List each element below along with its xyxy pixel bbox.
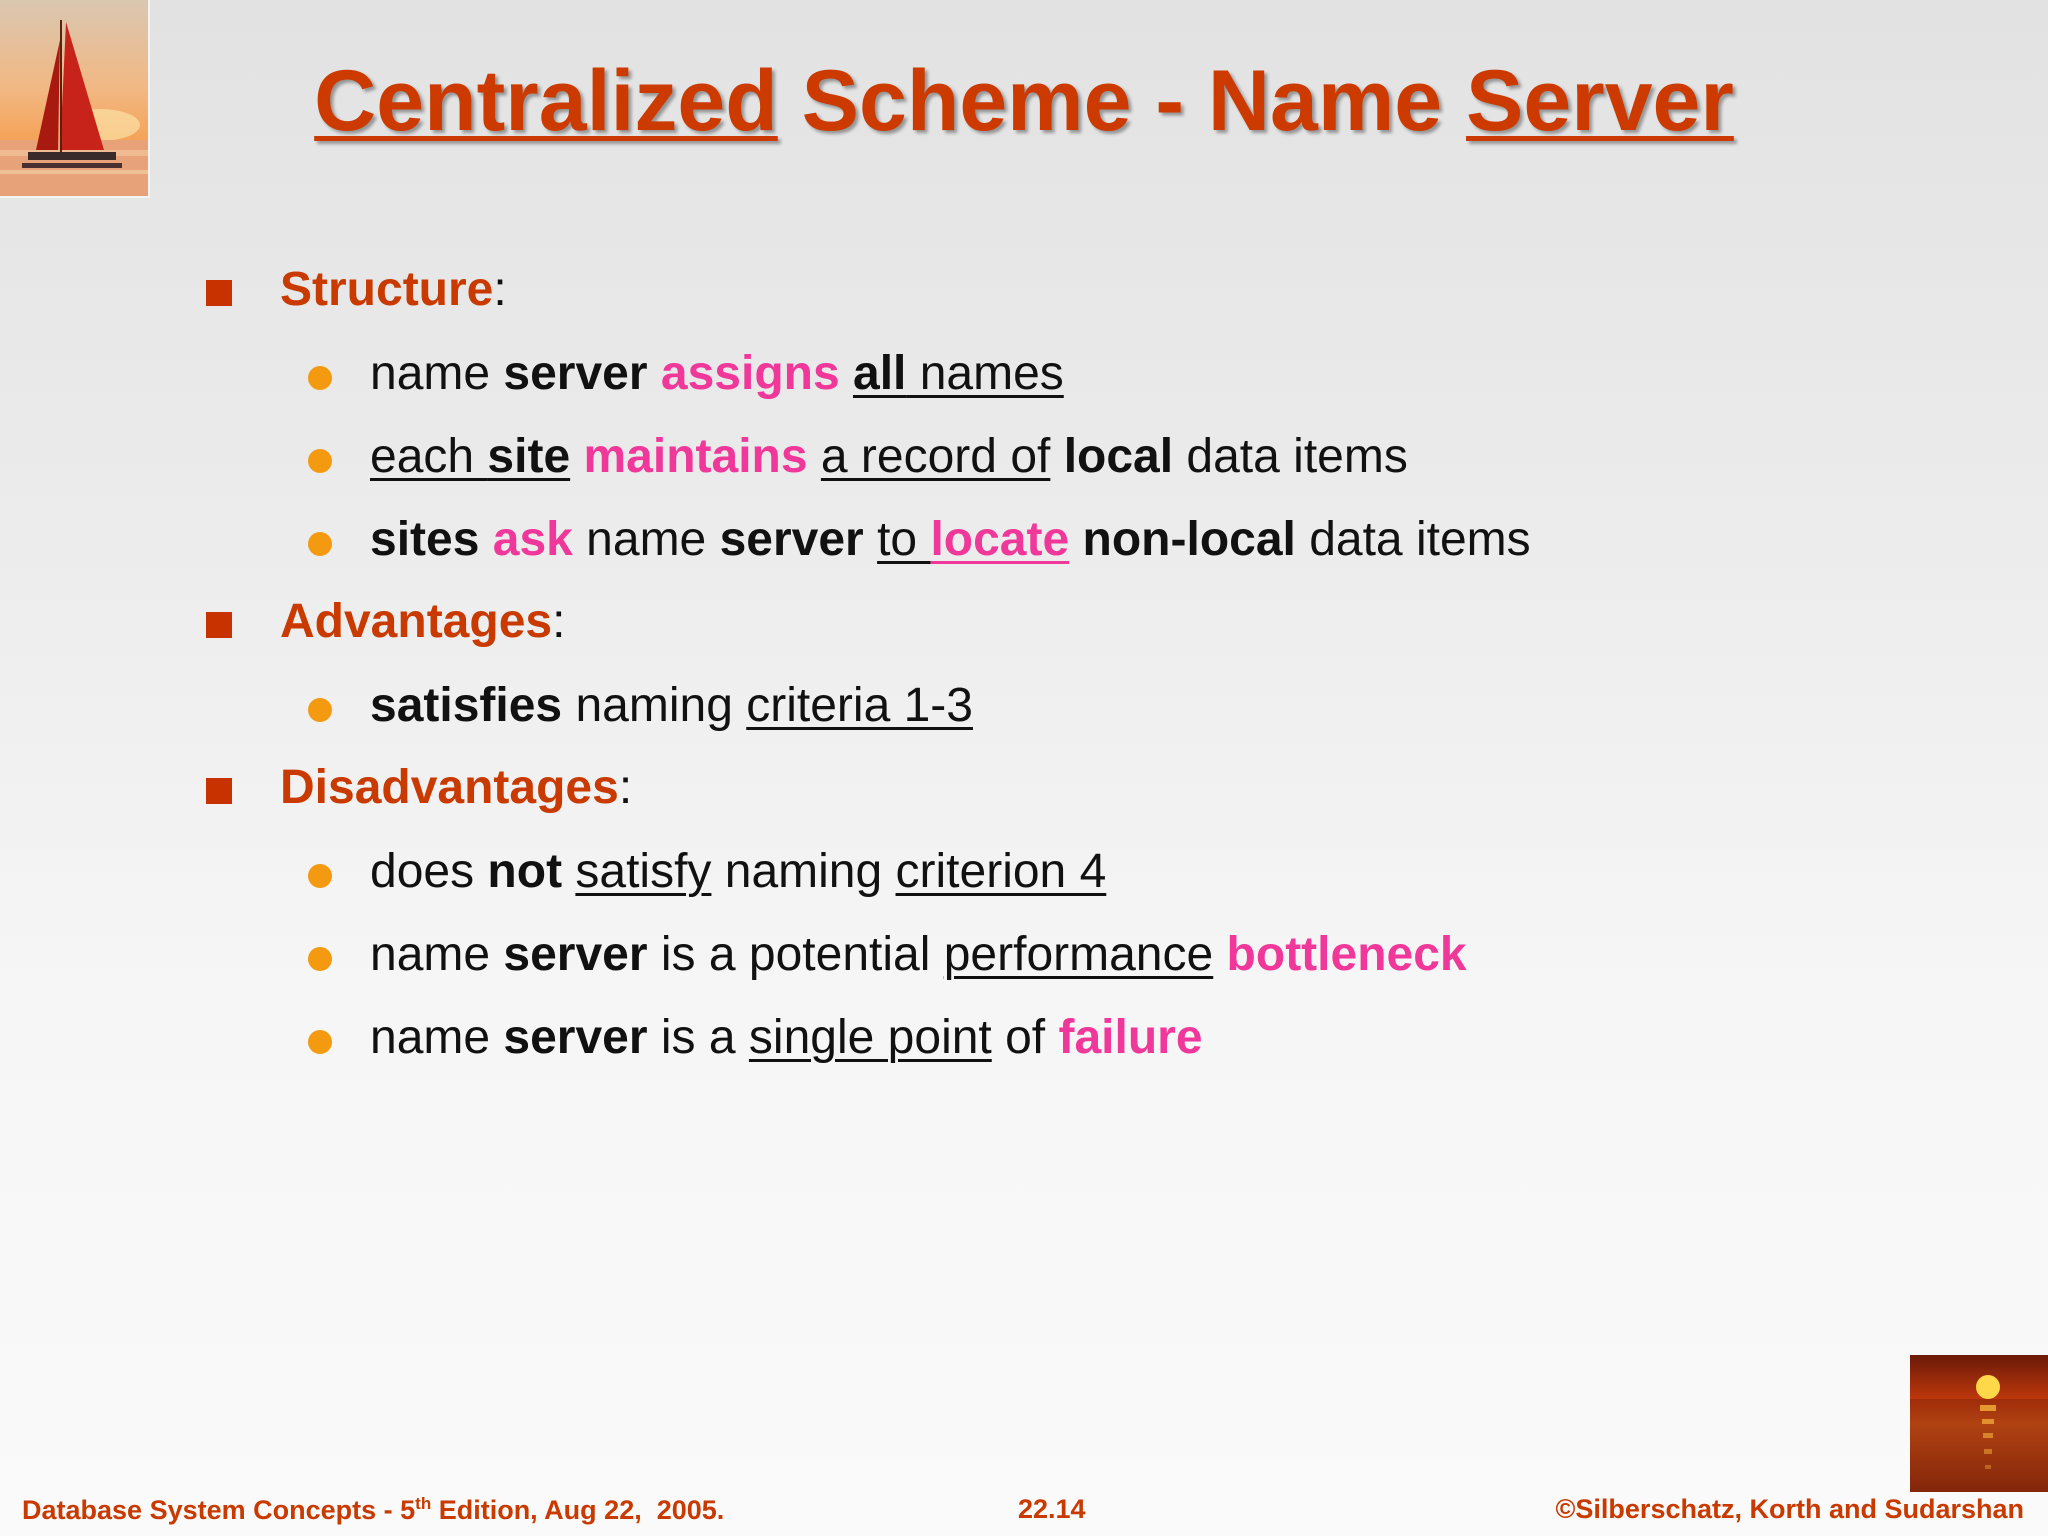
page-number: 22.14 — [1018, 1494, 1086, 1524]
list-item-disadvantages-1 — [370, 844, 1106, 899]
text — [864, 513, 877, 566]
text — [648, 347, 661, 400]
sunset-image — [1910, 1355, 2048, 1492]
footer-text: Database System Concepts - 5 — [22, 1495, 416, 1525]
list-item-advantages-1 — [370, 678, 973, 733]
text: does — [370, 845, 488, 898]
bold-underlined-text: site — [487, 430, 571, 483]
list-item-structure-2 — [370, 429, 1408, 484]
footer-book-title — [22, 1494, 724, 1526]
heading-colon: : — [618, 761, 633, 814]
highlight-text: ask — [492, 513, 573, 566]
list-item-disadvantages-2 — [370, 927, 1467, 982]
underlined-text: names — [906, 347, 1064, 400]
highlight-text: failure — [1058, 1011, 1203, 1064]
heading-text: Structure — [280, 263, 494, 316]
text: name — [572, 513, 720, 566]
title-part-3: Server — [1466, 53, 1734, 149]
heading-colon: : — [552, 595, 566, 648]
list-item-structure-1 — [370, 346, 1064, 401]
list-item-disadvantages-3 — [370, 1010, 1203, 1065]
highlight-underlined-text: locate — [930, 513, 1070, 566]
text: of — [991, 1011, 1059, 1064]
text: data items — [1295, 513, 1531, 566]
text — [1069, 513, 1082, 566]
underlined-text: a record of — [820, 430, 1051, 483]
square-bullet-icon — [206, 280, 232, 306]
highlight-text: assigns — [660, 347, 840, 400]
underlined-text: each — [370, 430, 488, 483]
bold-underlined-text: all — [853, 347, 907, 400]
heading-text: Disadvantages — [280, 761, 619, 814]
heading-text: Advantages — [280, 595, 553, 648]
underlined-text: to — [877, 513, 931, 566]
text — [808, 430, 821, 483]
bold-text: satisfies — [370, 679, 563, 732]
highlight-text: bottleneck — [1226, 928, 1467, 981]
text — [479, 513, 492, 566]
bold-text: not — [487, 845, 563, 898]
bold-text: server — [719, 513, 864, 566]
text — [1213, 928, 1226, 981]
round-bullet-icon — [308, 698, 332, 722]
round-bullet-icon — [308, 947, 332, 971]
text — [840, 347, 853, 400]
heading-colon: : — [493, 263, 507, 316]
section-heading-advantages — [280, 594, 565, 649]
text: data items — [1173, 430, 1408, 483]
round-bullet-icon — [308, 532, 332, 556]
section-heading-structure — [280, 262, 507, 317]
footer-copyright: ©Silberschatz, Korth and Sudarshan — [1555, 1494, 2024, 1524]
underlined-text: satisfy — [575, 845, 712, 898]
underlined-text: performance — [943, 928, 1214, 981]
slide-title — [0, 52, 2048, 151]
bold-text: non-local — [1082, 513, 1296, 566]
underlined-text: criteria 1-3 — [746, 679, 973, 732]
section-heading-disadvantages — [280, 760, 632, 815]
round-bullet-icon — [308, 449, 332, 473]
footer-text: Edition, Aug 22, 2005. — [431, 1495, 725, 1525]
text — [562, 845, 575, 898]
text: is a potential — [647, 928, 944, 981]
underlined-text: single point — [748, 1011, 992, 1064]
round-bullet-icon — [308, 864, 332, 888]
footer-superscript: th — [415, 1494, 432, 1513]
square-bullet-icon — [206, 778, 232, 804]
bold-text: server — [503, 928, 648, 981]
text — [1050, 430, 1063, 483]
text: naming — [562, 679, 747, 732]
underlined-text: criterion 4 — [895, 845, 1107, 898]
text — [570, 430, 583, 483]
bold-text: local — [1063, 430, 1174, 483]
text: name — [370, 928, 504, 981]
text: name — [370, 347, 504, 400]
text: naming — [711, 845, 896, 898]
text: name — [370, 1011, 504, 1064]
square-bullet-icon — [206, 612, 232, 638]
text: is a — [647, 1011, 749, 1064]
bold-text: sites — [370, 513, 480, 566]
title-part-2: Scheme - Name — [777, 53, 1467, 149]
bold-text: server — [503, 347, 648, 400]
round-bullet-icon — [308, 366, 332, 390]
bold-text: server — [503, 1011, 648, 1064]
list-item-structure-3 — [370, 512, 1531, 567]
title-part-1: Centralized — [314, 53, 778, 149]
highlight-text: maintains — [583, 430, 808, 483]
round-bullet-icon — [308, 1030, 332, 1054]
